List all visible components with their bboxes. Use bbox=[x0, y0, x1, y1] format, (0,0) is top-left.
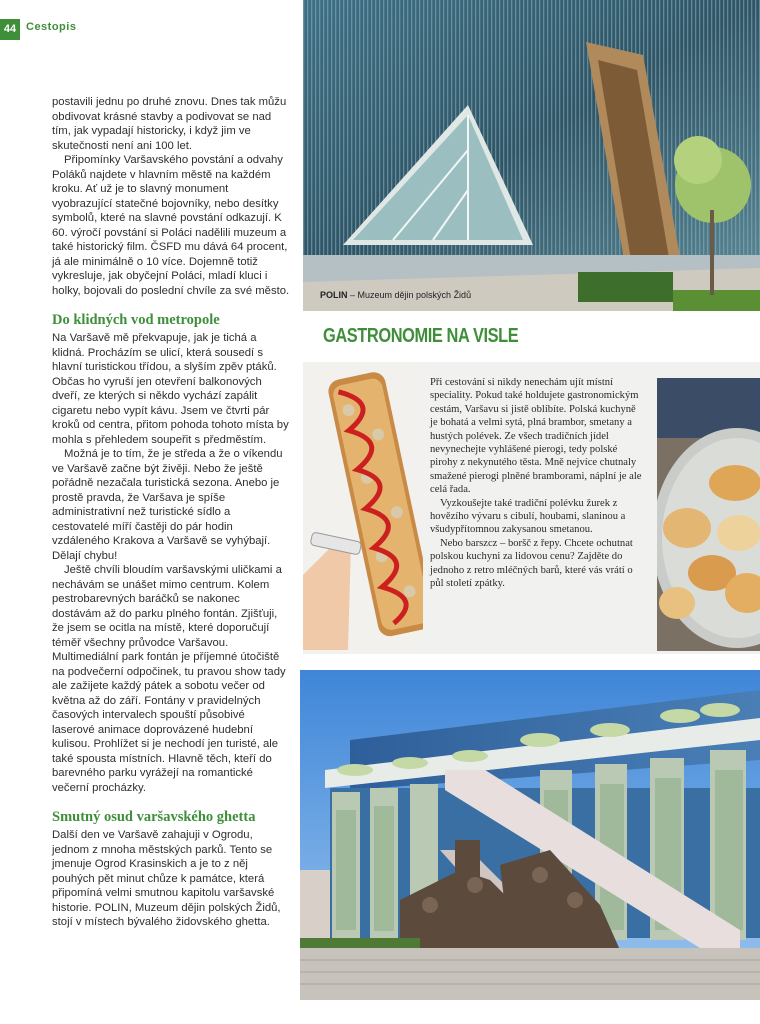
article-paragraph: Ještě chvíli bloudím varšavskými uličkami a nechávám se unášet mimo centrum. Kolem pestrobarevných baráčků se nakonec dostávám až do parku plného fontán. Zjišťuji, že jsem se ocitla na místě, které doporučují téměř všechny průvodce Varšavou. Multimediální park fontán je příjemné útočiště na podvečerní odpočinek, tu pravou show tady ale zažijete každý pátek a sobotu večer od května až do září. Fontány v pravidelných časových intervalech spouští působivé laserové animace doprovázené hudební kulisou. Prohlížet si je nechodí jen turisté, ale také spousta místních. Hlavně těch, kteří do barevného parku vyrážejí na romantické večerní procházky. bbox=[52, 564, 286, 794]
gastronomy-title: GASTRONOMIE NA VISLE bbox=[323, 325, 519, 347]
section-name: Cestopis bbox=[26, 21, 77, 33]
article-paragraph: Možná je to tím, že je středa a že o víkendu ve Varšavě začne být živěji. Nebo že ještě pořádně nezačala turistická sezona. Anebo je prostě pravda, že Varšava je spíše administrativní než turistické sídlo a cestovatelé míří častěji do pár hodin vzdáleného Krakova a Varšavě se vyhýbají. Dělají chybu! bbox=[52, 448, 283, 562]
supreme-court-monument-photo bbox=[300, 670, 760, 1000]
article-column bbox=[52, 95, 290, 930]
gastronomy-paragraph: Vyzkoušejte také tradiční polévku žurek z hovězího vývaru s cibulí, houbami, slaninou a všudypřítomnou zakysanou smetanou. bbox=[430, 497, 626, 536]
caption-text: – Muzeum dějin polských Židů bbox=[347, 290, 472, 300]
pierogi-photo bbox=[657, 378, 760, 651]
caption-bold: POLIN bbox=[320, 290, 348, 300]
subheading-calm-waters: Do klidných vod metropole bbox=[52, 312, 220, 328]
article-paragraph: Další den ve Varšavě zahajuji v Ogrodu, jednom z mnoha městských parků. Tento se jmenuje Ogrod Krasinskich a je to z něj pouhých pět minut chůze k památce, která připomíná velmi smutnou kapitolu varšavské historie. POLIN, Muzeum dějin polských Židů, stojí v místech bývalého židovského ghetta. bbox=[52, 829, 281, 928]
gastronomy-paragraph: Nebo barszcz – boršč z řepy. Chcete ochutnat polskou kuchyni za lidovou cenu? Zajděte do jednoho z retro mléčných barů, které vás vrátí o půl století zpátky. bbox=[430, 537, 633, 590]
gastronomy-text bbox=[430, 376, 645, 591]
article-paragraph: Na Varšavě mě překvapuje, jak je tichá a klidná. Procházím se ulicí, která sousedí s hlavní turistickou třídou, a slyším zpěv ptáků. Občas ho vyruší jen otevření balkonových dveří, ze kterých si někdo vychází zapálit cigaretu nebo vypít kávu. Jsem ve čtvrti pár kroků od centra, přitom pohoda tohoto místa by mohla s přehledem soupeřit s předměstím. bbox=[52, 332, 289, 446]
article-paragraph: Připomínky Varšavského povstání a odvahy Poláků najdete v hlavním městě na každém kroku. Ať už je to slavný monument vyobrazující statečné bojovníky, nebo desítky symbolů, které na slavné povstání odkazují. K 60. výročí povstání si Poláci nadělili muzeum a také historický film. ČSFD mu dává 64 procent, já ale minimálně o 10 více. Dojemně totiž vykresluje, jak obyčejní Poláci, mladí kluci i holky, bojovali do poslední chvíle za své město. bbox=[52, 154, 290, 297]
polin-photo-caption bbox=[320, 290, 471, 300]
page-number: 44 bbox=[0, 19, 20, 40]
article-paragraph: postavili jednu po druhé znovu. Dnes tak můžu obdivovat krásné stavby a podivovat se nad tím, jak vypadají historicky, i když jim ve skutečnosti není ani 100 let. bbox=[52, 96, 287, 152]
gastronomy-paragraph: Při cestování si nikdy nenechám ujít místní speciality. Pokud také holdujete gastronomickým cestám, Varšavu si jistě oblíbíte. Polská kuchyně je bohatá a velmi sytá, plná brambor, smetany a hustých polévek. Ze všech tradičních jídel nevynechejte vyhlášené pierogi, tedy polské pirohy z nekynutého těsta. Mně nejvíce chutnaly smažené pierogi plněné bramborami, náplní je ale celá řada. bbox=[430, 377, 642, 496]
subheading-ghetto: Smutný osud varšavského ghetta bbox=[52, 809, 256, 825]
polin-museum-photo bbox=[303, 0, 760, 311]
zapiekanka-photo bbox=[303, 365, 423, 650]
